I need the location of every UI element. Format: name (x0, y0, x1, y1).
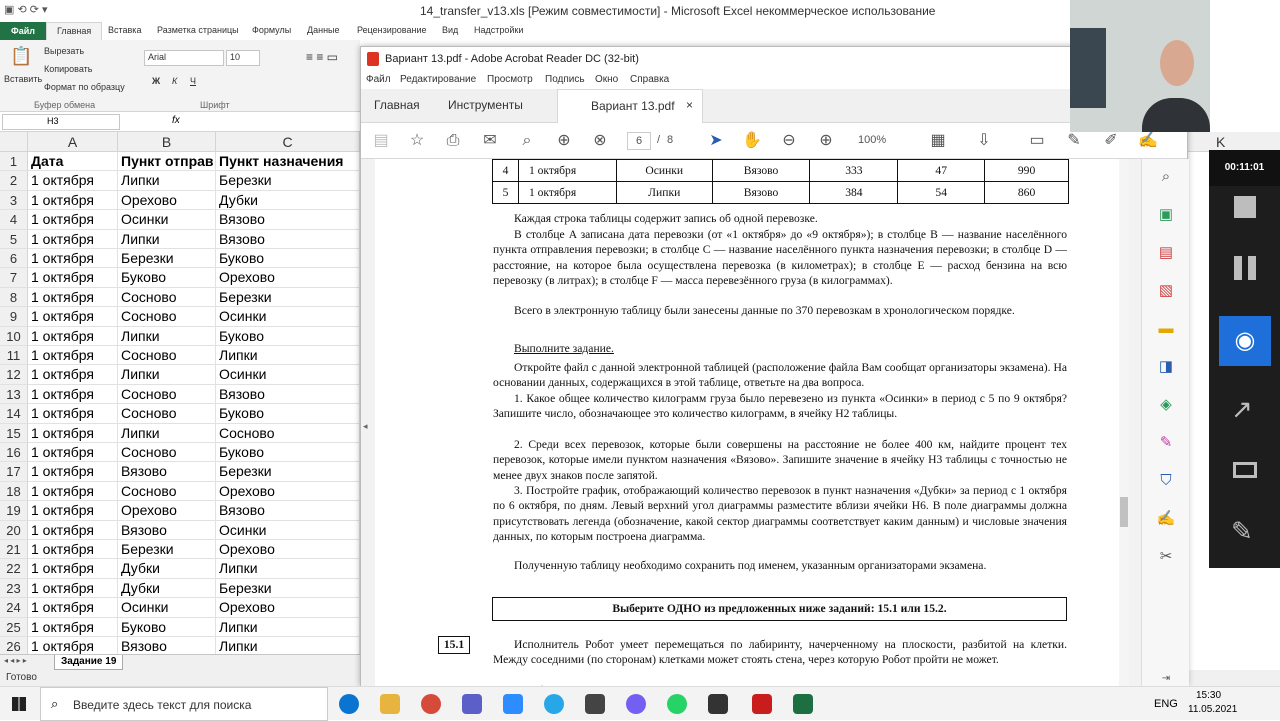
draw-icon[interactable]: ✐ (1104, 132, 1118, 149)
cell[interactable]: Буково (216, 443, 360, 462)
menu-view[interactable]: Просмотр (487, 74, 533, 85)
highlight-icon[interactable]: ✎ (1067, 132, 1081, 149)
table-row (0, 346, 360, 365)
cell[interactable]: 1 октября (28, 559, 118, 578)
cell[interactable]: Осинки (216, 307, 360, 326)
table-row (0, 327, 360, 346)
cell[interactable]: Буково (216, 404, 360, 423)
menu-sign[interactable]: Подпись (545, 74, 585, 85)
table-row (0, 230, 360, 249)
font-group-label: Шрифт (200, 100, 230, 110)
bold-button[interactable]: Ж (152, 76, 161, 86)
question-1: 1. Какое общее количество килограмм груза было перевезено из пункта «Осинки» в период с 5 по 9 октября? Запишите число, обозначающее это количество килограмм, в ячейку H2 таблицы. (493, 392, 1067, 421)
collapse-left-icon[interactable]: ◂ (363, 421, 368, 431)
pen-tool-icon[interactable]: ✎ (1231, 516, 1253, 546)
cell[interactable]: Пункт назначения (216, 152, 360, 171)
tab-review[interactable]: Рецензирование (357, 25, 427, 35)
page-down-icon[interactable]: ⊗ (593, 132, 607, 149)
paragraph: Полученную таблицу необходимо сохранить под именем, указанным организаторами экзамена. (514, 559, 987, 572)
row-number[interactable]: 14 (0, 404, 28, 423)
cell[interactable]: Сосново (118, 307, 216, 326)
cell[interactable]: Буково (216, 327, 360, 346)
webcam-feed (1070, 0, 1210, 132)
cell[interactable]: 1 октября (28, 540, 118, 559)
cell[interactable]: 1 октября (28, 424, 118, 443)
cell[interactable]: Березки (216, 579, 360, 598)
row-number[interactable]: 22 (0, 559, 28, 578)
stop-icon[interactable] (1234, 196, 1256, 218)
cell[interactable]: 1 октября (28, 482, 118, 501)
table-row (0, 268, 360, 287)
table-row (0, 249, 360, 268)
acrobat-menu-bar (361, 71, 1187, 89)
table-row (0, 365, 360, 384)
row-number[interactable]: 20 (0, 521, 28, 540)
menu-help[interactable]: Справка (630, 74, 670, 85)
language-indicator[interactable]: ENG (1154, 698, 1178, 710)
cell[interactable]: Березки (216, 288, 360, 307)
row-number[interactable]: 26 (0, 637, 28, 656)
excel-window-title: 14_transfer_v13.xls [Режим совместимости] - Microsoft Excel некоммерческое использование (420, 4, 936, 18)
italic-button[interactable]: К (172, 76, 178, 86)
acrobat-toolbar (361, 123, 1187, 159)
row-number[interactable]: 21 (0, 540, 28, 559)
acrobat-tabs (361, 89, 1187, 123)
clipboard-group-label: Буфер обмена (34, 100, 96, 110)
monitor-shape (1070, 28, 1106, 108)
quick-access-toolbar[interactable]: ▣ ⟲ ⟳ ▾ (4, 4, 48, 16)
table-cell: Липки (616, 182, 712, 204)
select-cursor-icon[interactable]: ➤ (709, 132, 723, 149)
row-number[interactable]: 24 (0, 598, 28, 617)
cell[interactable]: 1 октября (28, 521, 118, 540)
cell[interactable]: Орехово (118, 501, 216, 520)
cell[interactable]: Березки (216, 171, 360, 190)
rectangle-tool-icon[interactable] (1233, 462, 1257, 478)
row-number[interactable]: 9 (0, 307, 28, 326)
table-cell: Вязово (712, 182, 810, 204)
page-separator: / (657, 134, 661, 146)
pdf-viewport[interactable] (361, 159, 1141, 687)
cell[interactable]: Дубки (118, 579, 216, 598)
table-row (493, 160, 1069, 182)
cell[interactable]: 1 октября (28, 230, 118, 249)
cell[interactable]: Липки (118, 365, 216, 384)
windows-taskbar (0, 686, 1280, 720)
clock-time[interactable]: 15:30 (1196, 690, 1222, 701)
table-row (0, 598, 360, 617)
search-icon: ⌕ (51, 696, 59, 711)
email-icon[interactable]: ✉ (483, 132, 497, 149)
status-text: Готово (6, 672, 37, 683)
cell[interactable]: Липки (118, 171, 216, 190)
cell[interactable]: Вязово (118, 637, 216, 656)
column-header-k[interactable]: K (1188, 132, 1280, 152)
sign-icon[interactable]: ✍ (1138, 132, 1158, 149)
cell[interactable]: Буково (118, 618, 216, 637)
cell[interactable]: Орехово (216, 598, 360, 617)
table-row (0, 482, 360, 501)
cell[interactable]: 1 октября (28, 288, 118, 307)
table-row (0, 171, 360, 190)
menu-file[interactable]: Файл (366, 74, 391, 85)
transport-table (492, 159, 1069, 204)
row-number[interactable]: 1 (0, 152, 28, 171)
cell[interactable]: 1 октября (28, 385, 118, 404)
tab-tools[interactable]: Инструменты (448, 98, 523, 112)
cell[interactable]: Дубки (118, 559, 216, 578)
table-row (493, 182, 1069, 204)
cell[interactable]: 1 октября (28, 249, 118, 268)
table-row (0, 424, 360, 443)
choose-task-box: Выберите ОДНО из предложенных ниже заданий: 15.1 или 15.2. (492, 597, 1067, 621)
document-tab-label: Вариант 13.pdf (591, 99, 675, 113)
cell[interactable]: Вязово (216, 385, 360, 404)
format-painter-button[interactable]: Формат по образцу (44, 82, 125, 92)
cell[interactable]: Осинки (216, 521, 360, 540)
whatsapp-icon[interactable] (667, 694, 687, 714)
taskbar-search[interactable] (40, 687, 328, 721)
cell[interactable]: 1 октября (28, 618, 118, 637)
cell[interactable]: Липки (118, 230, 216, 249)
edge-icon[interactable] (339, 694, 359, 714)
table-row (0, 288, 360, 307)
search-icon[interactable]: ⌕ (522, 132, 532, 149)
table-row (0, 540, 360, 559)
row-number[interactable]: 11 (0, 346, 28, 365)
signature-icon[interactable]: ✍ (1156, 510, 1176, 527)
recording-timer: 00:11:01 (1209, 150, 1280, 186)
scroll-mode-icon[interactable]: ⇩ (977, 132, 991, 149)
cell[interactable]: 1 октября (28, 191, 118, 210)
paragraph: В столбце A записана дата перевозки (от «1 октября» до «9 октября»); в столбце B — название населённого пункта отправления перевозки; в столбце C — название населённого пункта назначения перевозки; в столбце D — расстояние, на которое была осуществлена перевозка (в километрах); в столбце E — расход бензина на всю перевозку (в литрах); в столбце F — масса перевезённого груза (в килограммах). (493, 228, 1067, 288)
row-number[interactable]: 6 (0, 249, 28, 268)
cell[interactable]: Вязово (216, 210, 360, 229)
windows-start-icon[interactable] (12, 697, 26, 711)
row-number[interactable]: 7 (0, 268, 28, 287)
more-tools-icon[interactable]: ✂ (1159, 548, 1173, 565)
table-cell: 5 (493, 182, 519, 204)
cell[interactable]: Орехово (216, 482, 360, 501)
pdf-app-icon (367, 52, 379, 66)
row-number[interactable]: 5 (0, 230, 28, 249)
row-number[interactable]: 8 (0, 288, 28, 307)
row-number[interactable]: 18 (0, 482, 28, 501)
cell[interactable]: Сосново (216, 424, 360, 443)
edit-pdf-icon[interactable]: ▧ (1158, 282, 1174, 299)
cell[interactable]: Сосново (118, 482, 216, 501)
clock-date[interactable]: 11.05.2021 (1188, 704, 1238, 715)
cell[interactable]: Орехово (216, 268, 360, 287)
cell[interactable]: Орехово (118, 191, 216, 210)
table-row (0, 307, 360, 326)
table-cell: 990 (985, 160, 1069, 182)
cell[interactable]: 1 октября (28, 443, 118, 462)
recorder-panel (1209, 150, 1280, 568)
table-row (0, 579, 360, 598)
table-cell: 1 октября (518, 160, 616, 182)
table-row (0, 385, 360, 404)
question-3: 3. Постройте график, отображающий количество перевозок в пункт назначения «Дубки» за период с 1 октября по 6 октября, по дням. Левый верхний угол диаграммы разместите вблизи ячейки H6. В поле диаграммы должна присутствовать легенда (обозначение, какой сектор диаграммы соответствует каким данным) и числовые значения данных, по которым построена диаграмма. (493, 484, 1067, 544)
excel-taskbar-icon[interactable] (793, 694, 813, 714)
cell[interactable]: Сосново (118, 385, 216, 404)
align-icon[interactable]: ≡ ≡ ▭ (306, 50, 339, 64)
row-number[interactable]: 10 (0, 327, 28, 346)
cell[interactable]: 1 октября (28, 171, 118, 190)
cell[interactable]: Липки (216, 637, 360, 656)
viber-icon[interactable] (626, 694, 646, 714)
zoom-tool-icon[interactable]: ⌕ (1161, 168, 1171, 185)
sheet-tabs-bar (0, 654, 360, 670)
row-number[interactable]: 17 (0, 462, 28, 481)
chrome-icon[interactable] (421, 694, 441, 714)
collapse-pane-icon[interactable]: ⇥ (1161, 673, 1171, 684)
zoom-in-icon[interactable]: ⊕ (819, 132, 833, 149)
acrobat-title: Вариант 13.pdf - Adobe Acrobat Reader DC (32-bit) (385, 53, 639, 65)
table-row (0, 462, 360, 481)
cell[interactable]: Липки (216, 618, 360, 637)
table-row (0, 521, 360, 540)
table-row (0, 191, 360, 210)
table-row (0, 501, 360, 520)
zoom-out-icon[interactable]: ⊖ (782, 132, 796, 149)
sheet-tab-active[interactable]: Задание 19 (54, 655, 123, 670)
table-row (0, 618, 360, 637)
cell[interactable]: Липки (216, 346, 360, 365)
row-number[interactable]: 19 (0, 501, 28, 520)
tools-pane (1141, 159, 1189, 687)
cell[interactable]: 1 октября (28, 462, 118, 481)
scrollbar-thumb[interactable] (1120, 497, 1128, 527)
row-number[interactable]: 13 (0, 385, 28, 404)
cell[interactable]: 1 октября (28, 365, 118, 384)
cell[interactable]: 1 октября (28, 404, 118, 423)
page-number-input[interactable]: 6 (627, 132, 651, 150)
cell[interactable]: Осинки (216, 365, 360, 384)
cell[interactable]: Дата (28, 152, 118, 171)
table-cell: 4 (493, 160, 519, 182)
table-cell: Вязово (712, 160, 810, 182)
table-row (0, 152, 360, 171)
row-number[interactable]: 4 (0, 210, 28, 229)
spreadsheet-grid[interactable] (0, 132, 360, 654)
row-number[interactable]: 23 (0, 579, 28, 598)
cell[interactable]: Сосново (118, 288, 216, 307)
pdf-page (375, 159, 1129, 687)
tab-data[interactable]: Данные (307, 25, 340, 35)
cell[interactable]: Сосново (118, 346, 216, 365)
cell[interactable]: Сосново (118, 404, 216, 423)
cell[interactable]: Осинки (118, 598, 216, 617)
cell[interactable]: Осинки (118, 210, 216, 229)
fill-sign-icon[interactable]: ✎ (1159, 434, 1173, 451)
row-number[interactable]: 15 (0, 424, 28, 443)
paragraph: Каждая строка таблицы содержит запись об одной перевозке. (514, 212, 818, 225)
row-number[interactable]: 16 (0, 443, 28, 462)
cell[interactable]: Липки (216, 559, 360, 578)
sheet-nav-icon[interactable]: ◂ ◂ ▸ ▸ (4, 656, 27, 665)
cell[interactable]: 1 октября (28, 598, 118, 617)
tab-document[interactable] (557, 89, 703, 123)
question-2: 2. Среди всех перевозок, которые были совершены на расстояние не более 400 км, найдите процент тех перевозок, которые имели пунктом назначения «Вязово». Запишите значение в ячейку H3 таблицы с точностью не менее двух знаков после запятой. (493, 438, 1067, 482)
pause-icon-bar (1248, 256, 1256, 280)
webcam-toggle-icon[interactable]: ◉ (1219, 316, 1271, 366)
table-cell: Осинки (616, 160, 712, 182)
vertical-scrollbar[interactable] (1119, 159, 1129, 687)
print-icon[interactable]: ⎙ (446, 132, 460, 149)
page-up-icon[interactable]: ⊕ (557, 132, 571, 149)
tab-formulas[interactable]: Формулы (252, 25, 292, 35)
comment-tool-icon[interactable]: ▬ (1158, 320, 1174, 337)
cell[interactable]: Вязово (118, 462, 216, 481)
font-name-select[interactable]: Arial (144, 50, 224, 66)
table-row (0, 210, 360, 229)
face-shape (1160, 40, 1194, 86)
shirt-shape (1142, 98, 1210, 132)
paragraph: Исполнитель Робот умеет перемещаться по лабиринту, начерченному на плоскости, разбитой на клетки. Между соседними (по сторонам) клетками может стоять стена, через которую Робот пройти не может. (493, 638, 1067, 667)
cell[interactable]: 1 октября (28, 579, 118, 598)
hand-tool-icon[interactable]: ✋ (742, 132, 762, 149)
bookmark-star-icon[interactable]: ☆ (409, 132, 425, 149)
acrobat-taskbar-icon[interactable] (752, 694, 772, 714)
cell[interactable]: 1 октября (28, 210, 118, 229)
cell[interactable]: Вязово (118, 521, 216, 540)
menu-window[interactable]: Окно (595, 74, 619, 85)
tab-insert[interactable]: Вставка (108, 25, 142, 35)
cell[interactable]: Дубки (216, 191, 360, 210)
cell[interactable]: Березки (118, 540, 216, 559)
tab-addins[interactable]: Надстройки (474, 25, 524, 35)
comment-icon[interactable]: ▭ (1029, 132, 1045, 149)
copy-button[interactable]: Копировать (44, 64, 93, 74)
row-number[interactable]: 25 (0, 618, 28, 637)
cut-button[interactable]: Вырезать (44, 46, 85, 56)
zoom-level[interactable]: 100% (858, 134, 887, 146)
cell[interactable]: Березки (216, 462, 360, 481)
pause-icon[interactable] (1234, 256, 1242, 280)
acrobat-window (360, 46, 1188, 686)
paragraph: Всего в электронную таблицу были занесены данные по 370 перевозкам в хронологическом порядке. (514, 304, 1015, 317)
cell[interactable]: 1 октября (28, 307, 118, 326)
create-pdf-icon[interactable]: ▤ (1158, 244, 1174, 261)
arrow-tool-icon[interactable]: ↗ (1231, 394, 1253, 424)
cell[interactable]: Вязово (216, 230, 360, 249)
page-total: 8 (667, 134, 674, 146)
table-row (0, 404, 360, 423)
cell[interactable]: Березки (118, 249, 216, 268)
protect-icon[interactable]: ⛉ (1160, 472, 1172, 489)
paragraph: Откройте файл с данной электронной таблицей (расположение файла Вам сообщат организаторы экзамена). На основании данных, содержащихся в этой таблице, ответьте на два вопроса. (493, 361, 1067, 390)
paste-button[interactable]: Вставить (4, 74, 43, 84)
search-placeholder: Введите здесь текст для поиска (73, 698, 252, 712)
font-size-select[interactable]: 10 (226, 50, 260, 66)
table-cell: 333 (810, 160, 898, 182)
export-pdf-icon[interactable]: ▣ (1158, 206, 1174, 223)
save-icon[interactable]: ▤ (373, 132, 389, 149)
cell[interactable]: 1 октября (28, 268, 118, 287)
cell[interactable]: Пункт отправ (118, 152, 216, 171)
organize-pages-icon[interactable]: ◈ (1160, 396, 1172, 413)
app-icon[interactable] (708, 694, 728, 714)
cell[interactable]: 1 октября (28, 327, 118, 346)
zoom-icon[interactable] (503, 694, 523, 714)
column-header-b[interactable]: B (118, 132, 216, 152)
cell[interactable]: Сосново (118, 443, 216, 462)
cell[interactable]: 1 октября (28, 346, 118, 365)
app-icon[interactable] (585, 694, 605, 714)
name-box[interactable]: H3 (2, 114, 120, 130)
tab-view[interactable]: Вид (442, 25, 459, 35)
cell[interactable]: Буково (216, 249, 360, 268)
table-row (0, 443, 360, 462)
cell[interactable]: 1 октября (28, 501, 118, 520)
row-number[interactable]: 12 (0, 365, 28, 384)
tab-file[interactable]: Файл (0, 22, 46, 40)
task-number: 15.1 (438, 636, 470, 654)
fx-icon[interactable]: fx (172, 115, 180, 126)
telegram-icon[interactable] (544, 694, 564, 714)
row-number[interactable]: 2 (0, 171, 28, 190)
table-cell: 860 (985, 182, 1069, 204)
column-header-c[interactable]: C (216, 132, 360, 152)
menu-edit[interactable]: Редактирование (400, 74, 477, 85)
cell[interactable]: Буково (118, 268, 216, 287)
formula-bar (0, 112, 360, 132)
table-cell: 1 октября (518, 182, 616, 204)
tab-home[interactable]: Главная (46, 22, 102, 40)
cell[interactable]: 1 октября (28, 637, 118, 656)
row-number[interactable]: 3 (0, 191, 28, 210)
combine-files-icon[interactable]: ◨ (1158, 358, 1174, 375)
close-icon[interactable]: × (686, 98, 694, 112)
fit-page-icon[interactable]: ▦ (930, 132, 946, 149)
select-all-corner[interactable] (0, 132, 28, 152)
task-heading: Выполните задание. (514, 342, 614, 355)
column-header-a[interactable]: A (28, 132, 118, 152)
cell[interactable]: Липки (118, 327, 216, 346)
file-explorer-icon[interactable] (380, 694, 400, 714)
table-row (0, 559, 360, 578)
table-cell: 384 (810, 182, 898, 204)
underline-button[interactable]: Ч (190, 76, 196, 86)
excel-ribbon (0, 40, 360, 112)
table-cell: 54 (898, 182, 985, 204)
cell[interactable]: Вязово (216, 501, 360, 520)
paste-icon[interactable]: 📋 (10, 46, 33, 66)
tab-home[interactable]: Главная (374, 98, 420, 112)
teams-icon[interactable] (462, 694, 482, 714)
cell[interactable]: Липки (118, 424, 216, 443)
cell[interactable]: Орехово (216, 540, 360, 559)
tab-page-layout[interactable]: Разметка страницы (157, 25, 239, 35)
table-cell: 47 (898, 160, 985, 182)
